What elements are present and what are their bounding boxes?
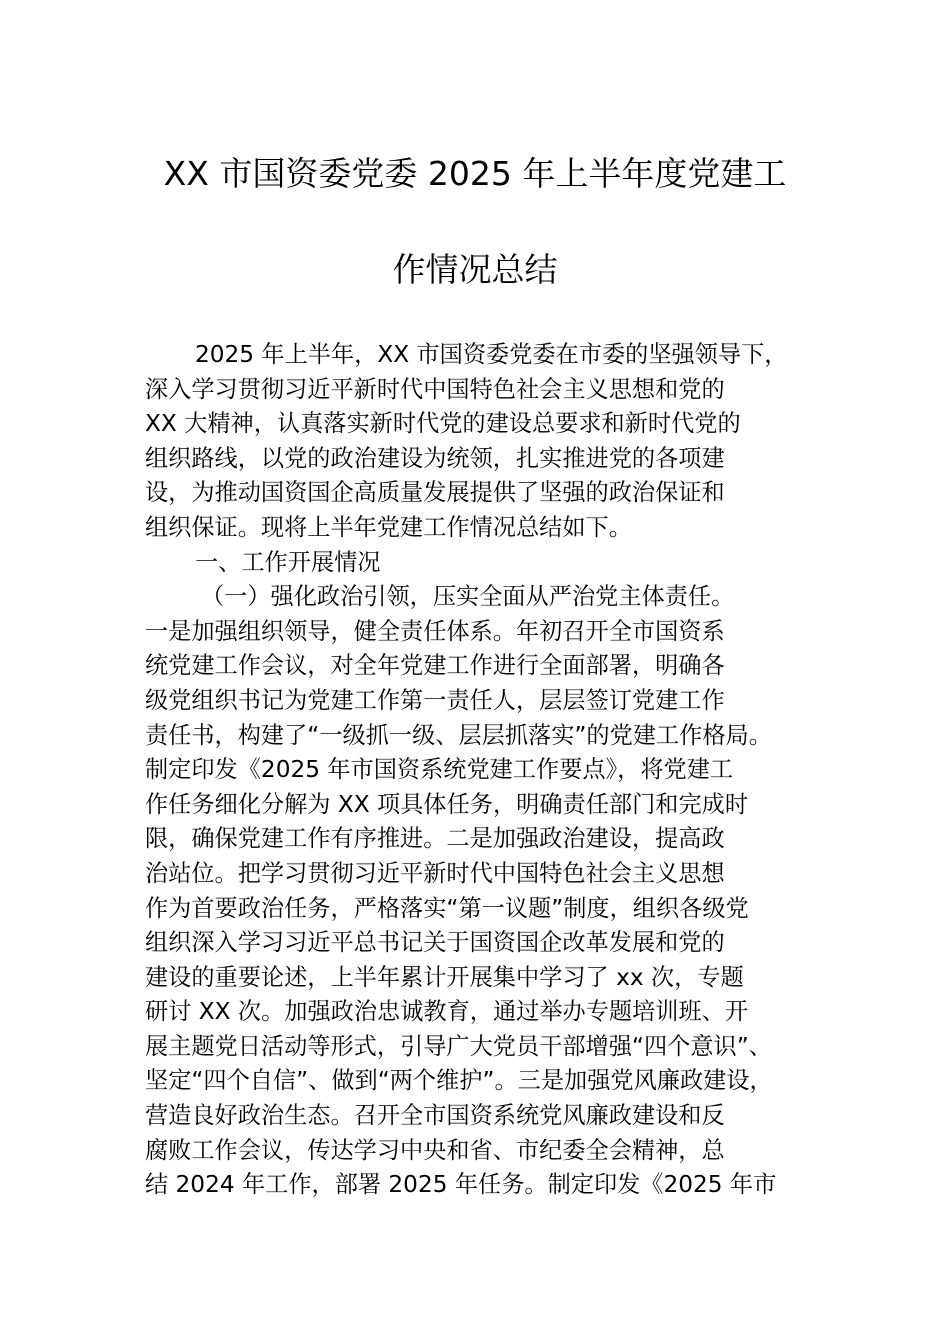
paragraph-line: 结 2024 年工作，部署 2025 年任务。制定印发《2025 年市 (145, 1171, 777, 1199)
paragraph-line: 限，确保党建工作有序推进。二是加强政治建设，提高政 (145, 825, 725, 853)
paragraph-line: 级党组织书记为党建工作第一责任人，层层签订党建工作 (145, 686, 725, 714)
paragraph-line: 组织深入学习习近平总书记关于国资国企改革发展和党的 (145, 929, 725, 957)
paragraph-line: 深入学习贯彻习近平新时代中国特色社会主义思想和党的 (145, 375, 725, 403)
paragraph-line: 建设的重要论述，上半年累计开展集中学习了 xx 次，专题 (145, 963, 744, 991)
paragraph-line: 治站位。把学习贯彻习近平新时代中国特色社会主义思想 (145, 859, 725, 887)
paragraph-line: 组织保证。现将上半年党建工作情况总结如下。 (145, 513, 632, 541)
paragraph-line: 组织路线，以党的政治建设为统领，扎实推进党的各项建 (145, 444, 725, 472)
paragraph-line: 坚定“四个自信”、做到“两个维护”。三是加强党风廉政建设， (145, 1067, 773, 1095)
paragraph-line: 2025 年上半年，XX 市国资委党委在市委的坚强领导下， (195, 341, 788, 368)
paragraph-line: 制定印发《2025 年市国资系统党建工作要点》，将党建工 (145, 756, 734, 784)
paragraph-line: 作任务细化分解为 XX 项具体任务，明确责任部门和完成时 (145, 790, 749, 818)
paragraph-line: 腐败工作会议，传达学习中央和省、市纪委全会精神，总 (145, 1136, 725, 1164)
paragraph-line: 统党建工作会议，对全年党建工作进行全面部署，明确各 (145, 652, 725, 680)
paragraph-line: XX 大精神，认真落实新时代党的建设总要求和新时代党的 (145, 410, 741, 438)
paragraph-line: 营造良好政治生态。召开全市国资系统党风廉政建设和反 (145, 1102, 725, 1130)
section-heading: 一、工作开展情况 (195, 548, 381, 576)
subsection-heading: （一）强化政治引领，压实全面从严治党主体责任。 (201, 583, 735, 611)
paragraph-line: 展主题党日活动等形式，引导广大党员干部增强“四个意识”、 (145, 1032, 772, 1060)
document-body (145, 338, 845, 1203)
paragraph-line: 研讨 XX 次。加强政治忠诚教育，通过举办专题培训班、开 (145, 998, 749, 1026)
paragraph-line: 设，为推动国资国企高质量发展提供了坚强的政治保证和 (145, 479, 725, 507)
paragraph-line: 责任书，构建了“一级抓一级、层层抓落实”的党建工作格局。 (145, 721, 772, 749)
document-title-line-1: XX 市国资委党委 2025 年上半年度党建工 (163, 154, 787, 193)
paragraph-line: 作为首要政治任务，严格落实“第一议题”制度，组织各级党 (145, 894, 749, 922)
document-title-line-2: 作情况总结 (392, 250, 558, 289)
paragraph-line: 一是加强组织领导，健全责任体系。年初召开全市国资系 (145, 617, 725, 645)
